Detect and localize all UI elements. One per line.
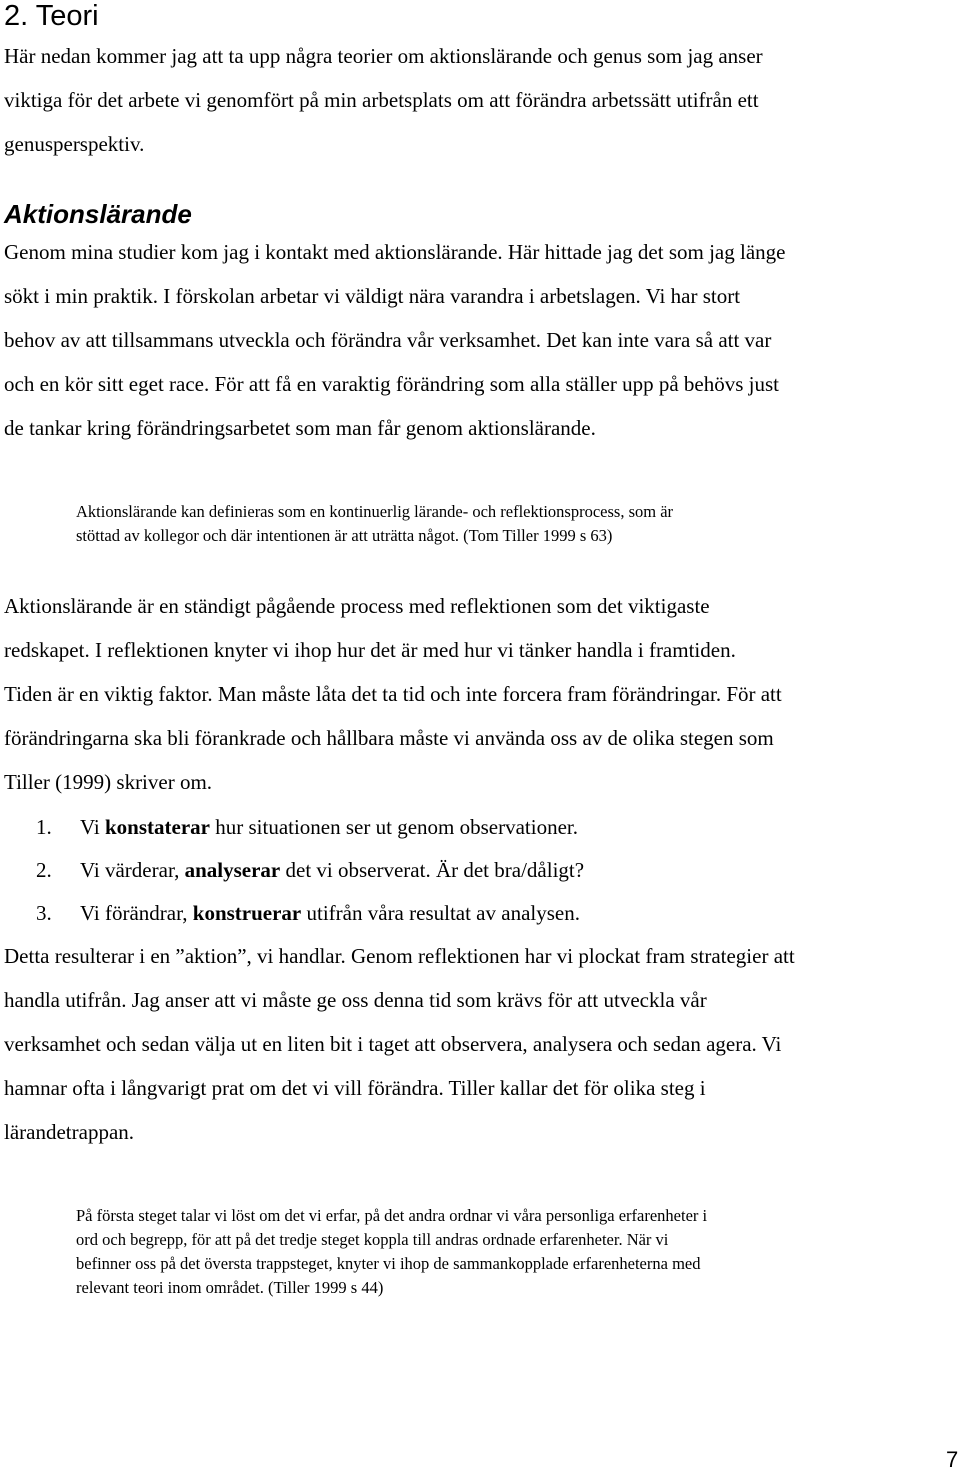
quote-line: relevant teori inom området. (Tiller 1999 s 44) xyxy=(76,1278,384,1297)
section-heading: 2. Teori xyxy=(4,0,99,32)
paragraph-line: Genom mina studier kom jag i kontakt med aktionslärande. Här hittade jag det som jag länge xyxy=(4,240,786,264)
list-item xyxy=(0,849,960,892)
bold-term: analyserar xyxy=(184,858,281,882)
block-quote-1 xyxy=(76,500,896,548)
subsection-heading: Aktionslärande xyxy=(4,199,192,229)
paragraph-line: Aktionslärande är en ständigt pågående process med reflektionen som det viktigaste xyxy=(4,594,710,618)
paragraph-3 xyxy=(4,934,954,1154)
list-number: 3. xyxy=(36,901,52,925)
list-number: 1. xyxy=(36,815,52,839)
list-text: Vi värderar, analyserar det vi observerat. Är det bra/dåligt? xyxy=(80,858,585,882)
paragraph-line: lärandetrappan. xyxy=(4,1120,135,1144)
steps-list xyxy=(0,806,960,935)
quote-line: stöttad av kollegor och där intentionen är att uträtta något. (Tom Tiller 1999 s 63) xyxy=(76,526,613,545)
quote-line: ord och begrepp, för att på det tredje steget koppla till andras ordnade erfarenheter. När vi xyxy=(76,1230,669,1249)
list-item xyxy=(0,806,960,849)
list-text: Vi konstaterar hur situationen ser ut genom observationer. xyxy=(80,815,578,839)
quote-line: På första steget talar vi löst om det vi erfar, på det andra ordnar vi våra personliga erfarenheter i xyxy=(76,1206,708,1225)
quote-line: Aktionslärande kan definieras som en kontinuerlig lärande- och reflektionsprocess, som är xyxy=(76,502,674,521)
intro-line: Här nedan kommer jag att ta upp några teorier om aktionslärande och genus som jag anser xyxy=(4,44,763,68)
intro-paragraph xyxy=(4,34,954,166)
paragraph-line: Tiller (1999) skriver om. xyxy=(4,770,213,794)
bold-term: konstruerar xyxy=(192,901,302,925)
paragraph-line: sökt i min praktik. I förskolan arbetar vi väldigt nära varandra i arbetslagen. Vi har stort xyxy=(4,284,741,308)
block-quote-2 xyxy=(76,1204,896,1300)
bold-term: konstaterar xyxy=(105,815,210,839)
paragraph-2 xyxy=(4,584,954,804)
list-number: 2. xyxy=(36,858,52,882)
page-number: 7 xyxy=(946,1447,959,1472)
paragraph-line: de tankar kring förändringsarbetet som man får genom aktionslärande. xyxy=(4,416,596,440)
paragraph-1 xyxy=(4,230,954,450)
paragraph-line: handla utifrån. Jag anser att vi måste ge oss denna tid som krävs för att utveckla vår xyxy=(4,988,707,1012)
list-text: Vi förändrar, konstruerar utifrån våra resultat av analysen. xyxy=(80,901,580,925)
list-item xyxy=(0,892,960,935)
paragraph-line: och en kör sitt eget race. För att få en varaktig förändring som alla ställer upp på behövs just xyxy=(4,372,780,396)
quote-line: befinner oss på det översta trappsteget, knyter vi ihop de sammankopplade erfarenheterna med xyxy=(76,1254,701,1273)
paragraph-line: behov av att tillsammans utveckla och förändra vår verksamhet. Det kan inte vara så att var xyxy=(4,328,772,352)
paragraph-line: Detta resulterar i en ”aktion”, vi handlar. Genom reflektionen har vi plockat fram strategier att xyxy=(4,944,795,968)
paragraph-line: hamnar ofta i långvarigt prat om det vi vill förändra. Tiller kallar det för olika steg i xyxy=(4,1076,706,1100)
paragraph-line: verksamhet och sedan välja ut en liten bit i taget att observera, analysera och sedan agera. Vi xyxy=(4,1032,782,1056)
paragraph-line: redskapet. I reflektionen knyter vi ihop hur det är med hur vi tänker handla i framtiden. xyxy=(4,638,736,662)
paragraph-line: Tiden är en viktig faktor. Man måste låta det ta tid och inte forcera fram förändringar. För att xyxy=(4,682,782,706)
intro-line: viktiga för det arbete vi genomfört på min arbetsplats om att förändra arbetssätt utifrån ett xyxy=(4,88,759,112)
intro-line: genusperspektiv. xyxy=(4,132,145,156)
paragraph-line: förändringarna ska bli förankrade och hållbara måste vi använda oss av de olika stegen som xyxy=(4,726,774,750)
